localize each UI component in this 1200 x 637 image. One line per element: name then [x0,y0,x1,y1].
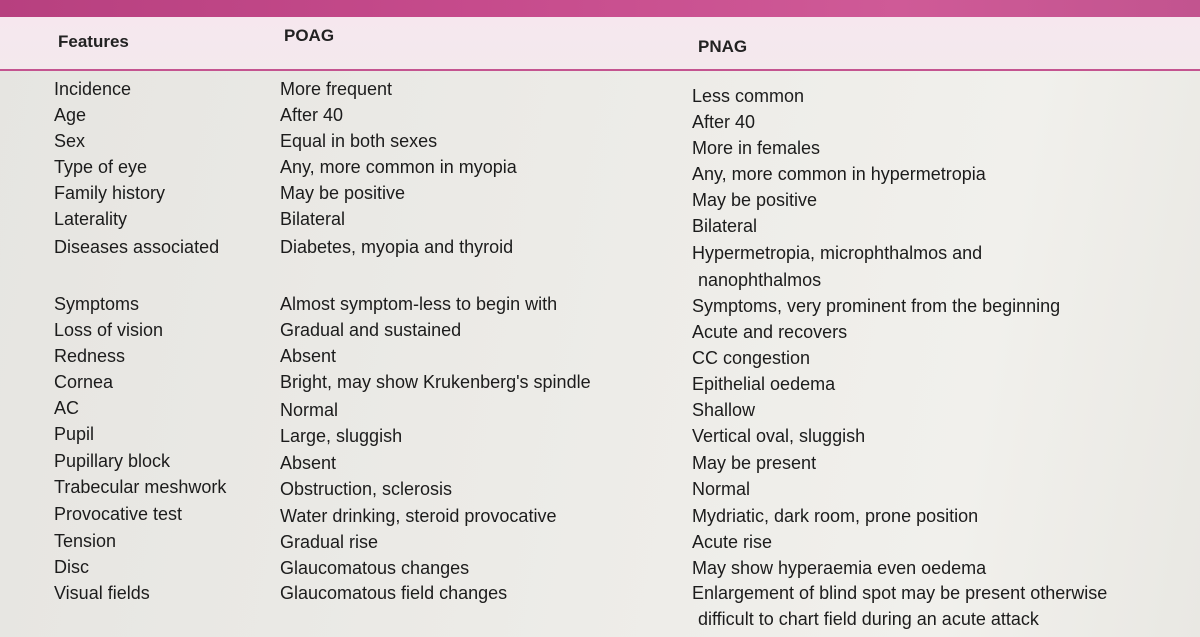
feature-cell: Type of eye [54,157,148,177]
table-row [0,102,1200,132]
poag-cell: Normal [280,400,339,420]
table-row [0,421,1200,447]
pnag-cell: Less common [692,86,805,106]
poag-cell: Almost symptom-less to begin with [280,294,558,314]
feature-cell: Redness [54,346,126,366]
pnag-cell: Acute and recovers [692,322,848,342]
pnag-cell: Acute rise [692,532,773,552]
poag-cell: Glaucomatous changes [280,558,470,578]
feature-cell: Visual fields [54,583,150,603]
pnag-cell: Mydriatic, dark room, prone position [692,506,979,526]
poag-cell: Equal in both sexes [280,131,438,151]
table-row [0,580,1200,606]
pnag-cell: Symptoms, very prominent from the beginning [692,296,1061,316]
table-row [0,528,1200,554]
table-row [0,343,1200,369]
pnag-cell-continued: difficult to chart field during an acute attack [698,609,1039,629]
table-row [0,128,1200,158]
feature-cell: Pupillary block [54,451,171,471]
feature-cell: Family history [54,183,166,203]
title-banner [0,0,1200,17]
poag-cell: Absent [280,346,337,366]
pnag-cell: Bilateral [692,216,758,236]
table-row [0,180,1200,210]
poag-cell: Any, more common in myopia [280,157,517,177]
pnag-cell: Epithelial oedema [692,374,836,394]
feature-cell: Pupil [54,424,95,444]
pnag-cell: Normal [692,479,751,499]
pnag-cell: Any, more common in hypermetropia [692,164,986,184]
table-row [0,234,1200,263]
table-row [0,206,1200,236]
header-poag: POAG [284,26,335,45]
table-row [0,317,1200,343]
feature-cell: Cornea [54,372,114,392]
poag-cell: After 40 [280,105,344,125]
pnag-cell: More in females [692,138,821,158]
pnag-cell: After 40 [692,112,756,132]
poag-cell: Large, sluggish [280,426,403,446]
feature-cell: Provocative test [54,504,183,524]
poag-cell: May be positive [280,183,406,203]
pnag-cell: May be positive [692,190,818,210]
header-features: Features [58,32,129,51]
table-row [0,369,1200,395]
poag-cell: Glaucomatous field changes [280,583,508,603]
table-row [0,501,1200,527]
pnag-cell: Hypermetropia, microphthalmos and [692,243,983,263]
poag-cell: Obstruction, sclerosis [280,479,453,499]
poag-cell: Bilateral [280,209,346,229]
table-header [0,17,1200,71]
table-row [0,395,1200,421]
pnag-cell: Enlargement of blind spot may be present otherwise [692,583,1108,603]
feature-cell: Loss of vision [54,320,164,340]
feature-cell: Age [54,105,87,125]
pnag-cell: May be present [692,453,817,473]
table-row [0,154,1200,184]
pnag-cell-continued: nanophthalmos [698,270,822,290]
feature-cell: Symptoms [54,294,140,314]
pnag-cell: Vertical oval, sluggish [692,426,866,446]
feature-cell: Laterality [54,209,128,229]
feature-cell: Sex [54,131,86,151]
feature-cell: Diseases associated [54,237,220,257]
table-row [0,76,1200,106]
feature-cell: Disc [54,557,89,577]
feature-cell: AC [54,398,80,418]
feature-cell: Tension [54,531,117,551]
pnag-cell: Shallow [692,400,756,420]
pnag-cell: May show hyperaemia even oedema [692,558,987,578]
poag-cell: More frequent [280,79,393,99]
table-row [0,291,1200,317]
poag-cell: Gradual rise [280,532,379,552]
table-row [0,554,1200,580]
table-row [0,474,1200,500]
poag-cell: Gradual and sustained [280,320,462,340]
table-row [0,448,1200,474]
poag-cell: Bright, may show Krukenberg's spindle [280,372,591,392]
feature-cell: Trabecular meshwork [54,477,227,497]
poag-cell: Water drinking, steroid provocative [280,506,557,526]
poag-cell: Diabetes, myopia and thyroid [280,237,514,257]
header-pnag: PNAG [698,37,748,56]
feature-cell: Incidence [54,79,132,99]
pnag-cell: CC congestion [692,348,811,368]
poag-cell: Absent [280,453,337,473]
